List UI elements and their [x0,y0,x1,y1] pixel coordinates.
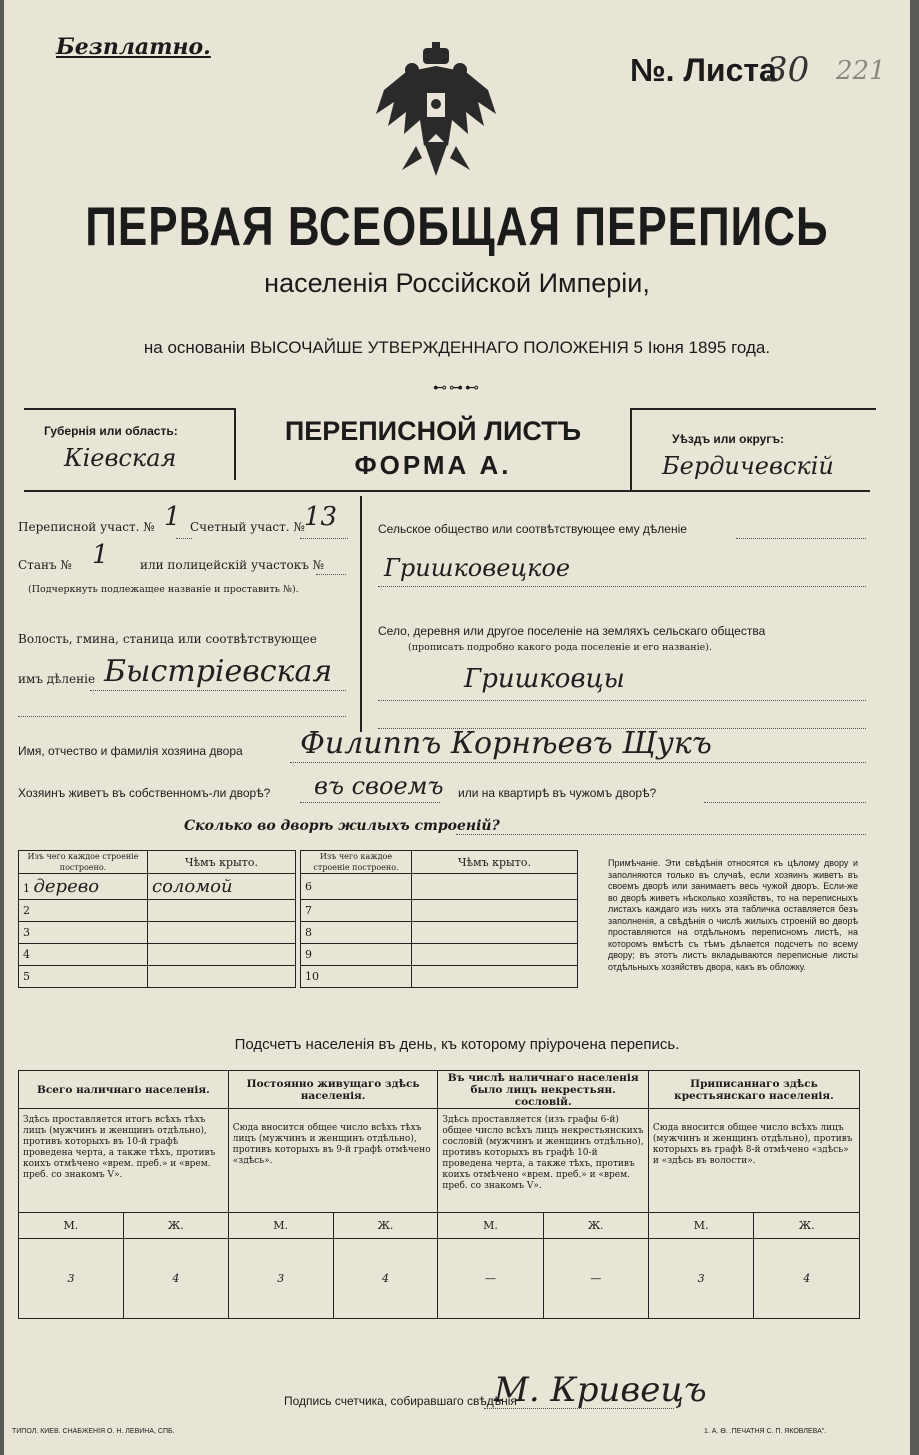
pop-col-title: Постоянно живущаго здѣсь населенія. [228,1071,438,1109]
uezd-box [630,408,876,490]
stan-label: Станъ № [18,558,72,572]
col-roof-header-2: Чѣмъ крыто. [412,851,578,874]
pop-value-m: 3 [648,1239,754,1319]
col-material-header: Изъ чего каждое строеніе построено. [19,851,148,874]
divider-line [24,490,870,492]
count-section-value: 13 [304,502,338,532]
table-row: 1 дерево [19,874,148,900]
volost-label-1: Волость, гмина, станица или соотвѣтствующее [18,632,317,646]
census-section-value: 1 [164,502,181,532]
table-row: 7 [301,900,412,922]
table-row: 4 [19,944,148,966]
signature-label: Подпись счетчика, собиравшаго свѣдѣнія [284,1394,517,1408]
village-note: (прописать подробно какого рода поселеніе и его названіе). [408,642,712,653]
sheet-number-label: №. Листа [630,52,777,88]
f-header: Ж. [543,1213,648,1239]
printer-right: 1. А. Ѳ. .ПЕЧАТНЯ С. П. ЯКОВЛЕВА". [704,1428,827,1435]
pop-value-f: — [543,1239,648,1319]
f-header: Ж. [754,1213,860,1239]
table-row: 5 [19,966,148,988]
census-section-label: Переписной участ. № [18,520,155,534]
ornament-divider: ⊷⊶⊷ [433,380,481,396]
table-row: 9 [301,944,412,966]
volost-value: Быстріевская [104,654,333,689]
m-header: М. [228,1213,333,1239]
society-label: Сельское общество или соотвѣтствующее ему дѣленіе [378,522,687,536]
form-name: ФОРМА А. [354,450,512,480]
uezd-label: Уѣздъ или округъ: [672,432,785,446]
owner-lives-label: Хозяинъ живетъ въ собственномъ-ли дворѣ? [18,786,271,800]
col-material-header-2: Изъ чего каждое строеніе построено. [301,851,412,874]
pop-col-desc: Здѣсь проставляется итогъ всѣхъ тѣхъ лицъ (мужчинъ и женщинъ отдѣльно), противъ которыхъ въ 10-й графѣ проведена черта, а также тѣхъ, противъ коихъ отмѣчено «врем. преб.» и «врем. преб. со знакомъ V». [19,1109,229,1213]
free-label: Безплатно. [56,34,211,60]
double-headed-eagle-icon [366,42,506,182]
table-row: 3 [19,922,148,944]
owner-name-label: Имя, отчество и фамилія хозяина двора [18,744,243,758]
pop-value-m: — [438,1239,543,1319]
page-title: ПЕРВАЯ ВСЕОБЩАЯ ПЕРЕПИСЬ [85,196,829,258]
m-header: М. [648,1213,754,1239]
signature-value: М. Кривецъ [494,1370,707,1410]
buildings-note: Примѣчаніе. Эти свѣдѣнія относятся къ цѣлому двору и заполняются только въ случаѣ, если хозяинъ живетъ въ своемъ дворѣ или занимаетъ весь чужой дворъ. Если-же во дворѣ живетъ нѣсколько хозяйствъ, то на переписныхъ листахъ каждаго изъ нихъ эта табличка оставляется безъ заполненія, а свѣдѣнія о числѣ жилыхъ строеній во дворѣ проставляются на отдѣльномъ переписномъ листѣ, на которомъ вмѣстѣ съ тѣмъ дѣлается подсчетъ по всему двору; въ этотъ листъ вкладываются переписные листы отдѣльныхъ хозяйствъ двора, какъ въ обложку. [608,858,858,972]
m-header: М. [19,1213,124,1239]
gubernia-box [24,408,236,480]
stan-rest-label: или полицейскій участокъ № [140,558,325,572]
pop-col-title: Приписаннаго здѣсь крестьянскаго населенія. [648,1071,859,1109]
population-heading: Подсчетъ населенія въ день, къ которому пріурочена перепись. [234,1036,680,1053]
f-header: Ж. [333,1213,438,1239]
owner-lives-rest: или на квартирѣ въ чужомъ дворѣ? [458,786,657,800]
f-header: Ж. [123,1213,228,1239]
form-title: ПЕРЕПИСНОЙ ЛИСТЪ [284,416,582,446]
table-row: 10 [301,966,412,988]
m-header: М. [438,1213,543,1239]
sheet-number-value: 30 [766,50,810,90]
pop-col-title: Въ числѣ наличнаго населенія было лицъ некрестьян. сословій. [438,1071,649,1109]
buildings-table-left: Изъ чего каждое строеніе построено. Чѣмъ крыто. 1 дерево соломой 2 3 4 5 [18,850,296,988]
gubernia-value: Кіевская [64,444,177,472]
owner-lives-value: въ своемъ [314,772,444,800]
pop-value-m: 3 [228,1239,333,1319]
pop-value-f: 4 [123,1239,228,1319]
pop-value-f: 4 [754,1239,860,1319]
gubernia-label: Губернія или область: [44,424,178,438]
basis-line: на основаніи ВЫСОЧАЙШЕ УТВЕРЖДЕННАГО ПОЛОЖЕНІЯ 5 Іюня 1895 года. [143,338,771,357]
village-value: Гришковцы [464,664,625,694]
pop-value-f: 4 [333,1239,438,1319]
volost-label-2: имъ дѣленіе [18,672,96,686]
pop-col-desc: Сюда вносится общее число всѣхъ тѣхъ лицъ (мужчинъ и женщинъ отдѣльно), противъ которыхъ въ 9-й графѣ отмѣчено «здѣсь». [228,1109,438,1213]
table-row: 6 [301,874,412,900]
printer-left: ТИПОЛ. КИЕВ. СНАБЖЕНІЯ О. Н. ЛЕВИНА, СПБ. [12,1428,175,1435]
society-value: Гришковецкое [384,554,571,582]
table-row: 2 [19,900,148,922]
table-row: 8 [301,922,412,944]
village-label: Село, деревня или другое поселеніе на земляхъ сельскаго общества [378,624,766,638]
census-form-page [4,0,910,1455]
uezd-value: Бердичевскій [662,452,834,480]
pencil-archive-number: 221 [836,56,886,86]
page-subtitle: населенія Россійской Имперіи, [264,268,650,298]
buildings-table-right [300,850,578,988]
owner-name-value: Филиппъ Корнѣевъ Щукъ [300,726,712,761]
pop-col-desc: Сюда вносится общее число всѣхъ лицъ (мужчинъ и женщинъ отдѣльно), противъ которыхъ въ графѣ 8-й отмѣчено «здѣсь» и «здѣсь въ волости». [648,1109,859,1213]
col-roof-header: Чѣмъ крыто. [148,851,296,874]
count-section-label: Счетный участ. № [190,520,305,534]
buildings-question: Сколько во дворѣ жилыхъ строеній? [184,818,500,834]
pop-col-title: Всего наличнаго населенія. [19,1071,229,1109]
population-table [18,1070,860,1319]
pop-value-m: 3 [19,1239,124,1319]
stan-note: (Подчеркнуть подлежащее названіе и проставить №). [28,584,299,595]
stan-value: 1 [92,540,109,570]
pop-col-desc: Здѣсь проставляется (изъ графы 6-й) общее число всѣхъ лицъ некрестьянскихъ сословій (мужчинъ и женщинъ отдѣльно), противъ которыхъ въ графѣ 10-й проведена черта, а также тѣхъ, противъ коихъ отмѣчено «врем. преб.» и «врем. преб. со знакомъ V». [438,1109,649,1213]
column-separator [360,496,362,732]
